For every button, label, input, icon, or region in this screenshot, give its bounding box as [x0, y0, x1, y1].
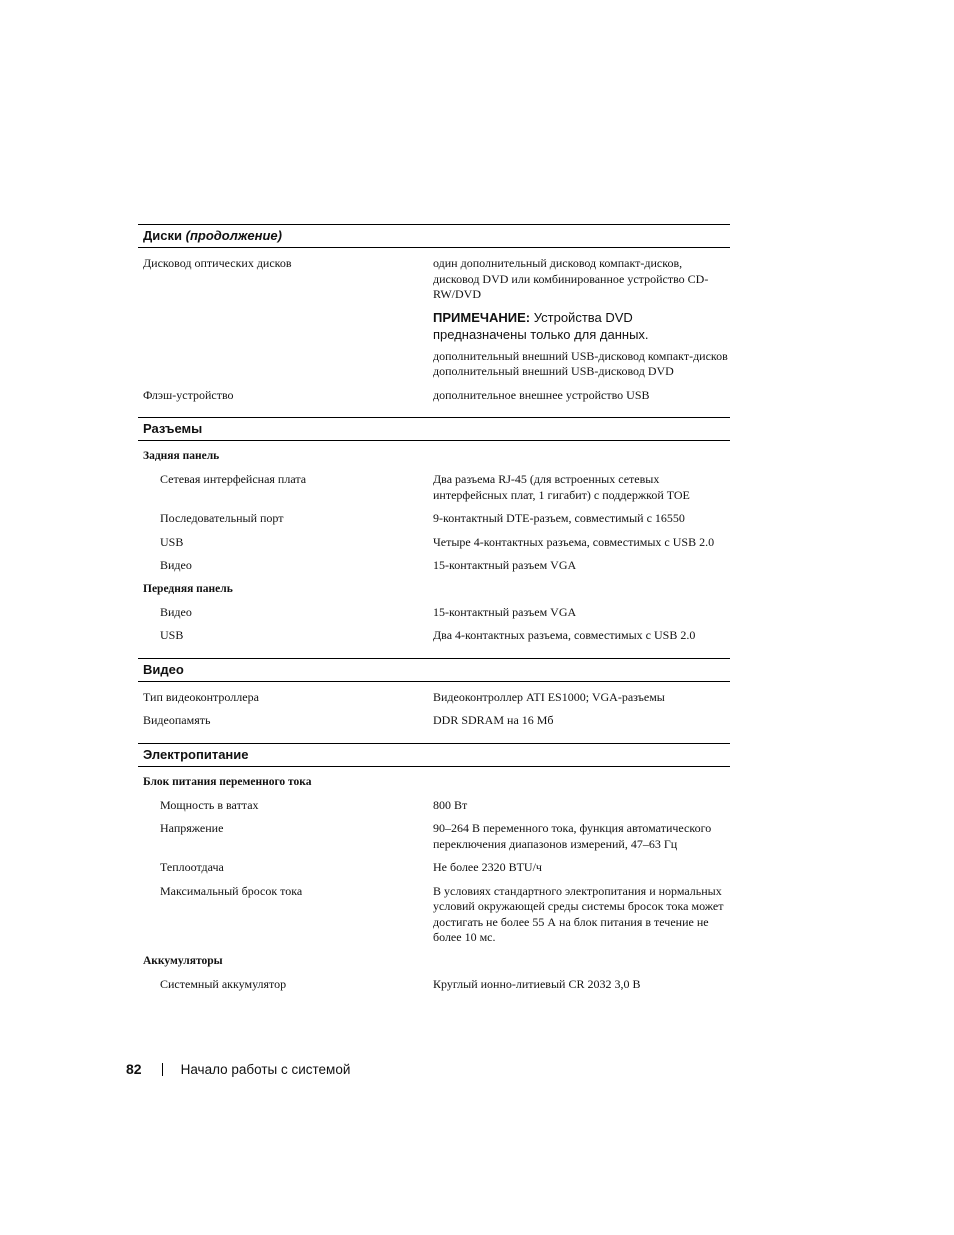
spec-row: [138, 472, 730, 503]
spec-value: 9-контактный DTE-разъем, совместимый с 16550: [433, 511, 685, 525]
note-label: ПРИМЕЧАНИЕ:: [433, 309, 531, 325]
spec-label: Тип видеоконтроллера: [143, 689, 259, 704]
spec-label: Последовательный порт: [160, 511, 284, 525]
footer-divider: [162, 1063, 163, 1076]
subheading-rear-panel: Задняя панель: [143, 450, 220, 462]
spec-row-optical: [138, 256, 730, 380]
spec-value: Два 4-контактных разъема, совместимых с USB 2.0: [433, 628, 696, 642]
spec-label: Мощность в ваттах: [160, 797, 259, 812]
section-header-power: Электропитание: [138, 743, 730, 767]
spec-row: [138, 511, 730, 527]
note-block: [433, 309, 730, 343]
subheading-ac-power: Блок питания переменного тока: [143, 775, 312, 788]
section-header-connectors: Разъемы: [138, 417, 730, 441]
spec-label: Теплоотдача: [160, 860, 224, 874]
spec-value: Два разъема RJ-45 (для встроенных сетевых интерфейсных плат, 1 гигабит) с поддержкой TOE: [433, 472, 690, 502]
spec-value: 15-контактный разъем VGA: [433, 558, 577, 572]
spec-value: Видеоконтроллер ATI ES1000; VGA-разъемы: [433, 689, 665, 704]
spec-label: Дисковод оптических дисков: [143, 256, 292, 270]
section-title-continued: (продолжение): [185, 228, 282, 243]
spec-row: [138, 690, 730, 706]
note-text: Устройства DVD предназначены только для данных.: [433, 309, 649, 342]
spec-value: Не более 2320 BTU/ч: [433, 860, 542, 874]
spec-value: дополнительное внешнее устройство USB: [433, 387, 650, 402]
spec-label: Видео: [160, 558, 192, 572]
spec-value: дополнительный внешний USB-дисковод DVD: [433, 364, 674, 378]
spec-row: [138, 558, 730, 574]
spec-value: 800 Вт: [433, 797, 468, 812]
spec-row: [138, 860, 730, 876]
spec-value: один дополнительный дисковод компакт-дисков, дисковод DVD или комбинированное устройство CD-RW/DVD: [433, 256, 709, 301]
spec-label: Флэш-устройство: [143, 387, 234, 402]
spec-value: Круглый ионно-литиевый CR 2032 3,0 В: [433, 976, 641, 991]
spec-value: Четыре 4-контактных разъема, совместимых с USB 2.0: [433, 534, 715, 549]
chapter-title: Начало работы с системой: [180, 1061, 351, 1077]
spec-label: USB: [160, 534, 184, 549]
spec-row: [138, 713, 730, 729]
spec-value: В условиях стандартного электропитания и нормальных условий окружающей среды системы бросок тока может достигать не более 55 А на блок питания в течение не более 10 мс.: [433, 883, 724, 944]
spec-label: Сетевая интерфейсная плата: [160, 472, 307, 486]
spec-row: [138, 977, 730, 993]
subheading-batteries: Аккумуляторы: [143, 954, 223, 967]
spec-row: [138, 628, 730, 644]
spec-row: [138, 605, 730, 621]
spec-value-cell: [433, 256, 730, 380]
spec-value: 15-контактный разъем VGA: [433, 604, 577, 619]
section-title: Диски: [143, 228, 182, 243]
spec-label: USB: [160, 628, 184, 642]
spec-table: [138, 224, 730, 992]
page-footer: [126, 1061, 350, 1077]
spec-row: [138, 884, 730, 946]
spec-row: [138, 535, 730, 551]
spec-label: Видео: [160, 604, 192, 619]
spec-value: 90–264 В переменного тока, функция автоматического переключения диапазонов измерений, 47–63 Гц: [433, 821, 712, 851]
subheading-front-panel: Передняя панель: [143, 582, 233, 595]
spec-label: Максимальный бросок тока: [160, 883, 303, 898]
spec-value: дополнительный внешний USB-дисковод компакт-дисков: [433, 348, 728, 363]
section-header-video: Видео: [138, 658, 730, 682]
spec-label: Напряжение: [160, 821, 224, 835]
spec-label: Видеопамять: [143, 713, 211, 727]
spec-row-flash: [138, 388, 730, 404]
section-header-disks: [138, 224, 730, 248]
spec-row: [138, 821, 730, 852]
page-number: 82: [126, 1061, 142, 1077]
spec-value: DDR SDRAM на 16 Мб: [433, 713, 554, 727]
spec-label: Системный аккумулятор: [160, 976, 287, 991]
spec-row: [138, 798, 730, 814]
